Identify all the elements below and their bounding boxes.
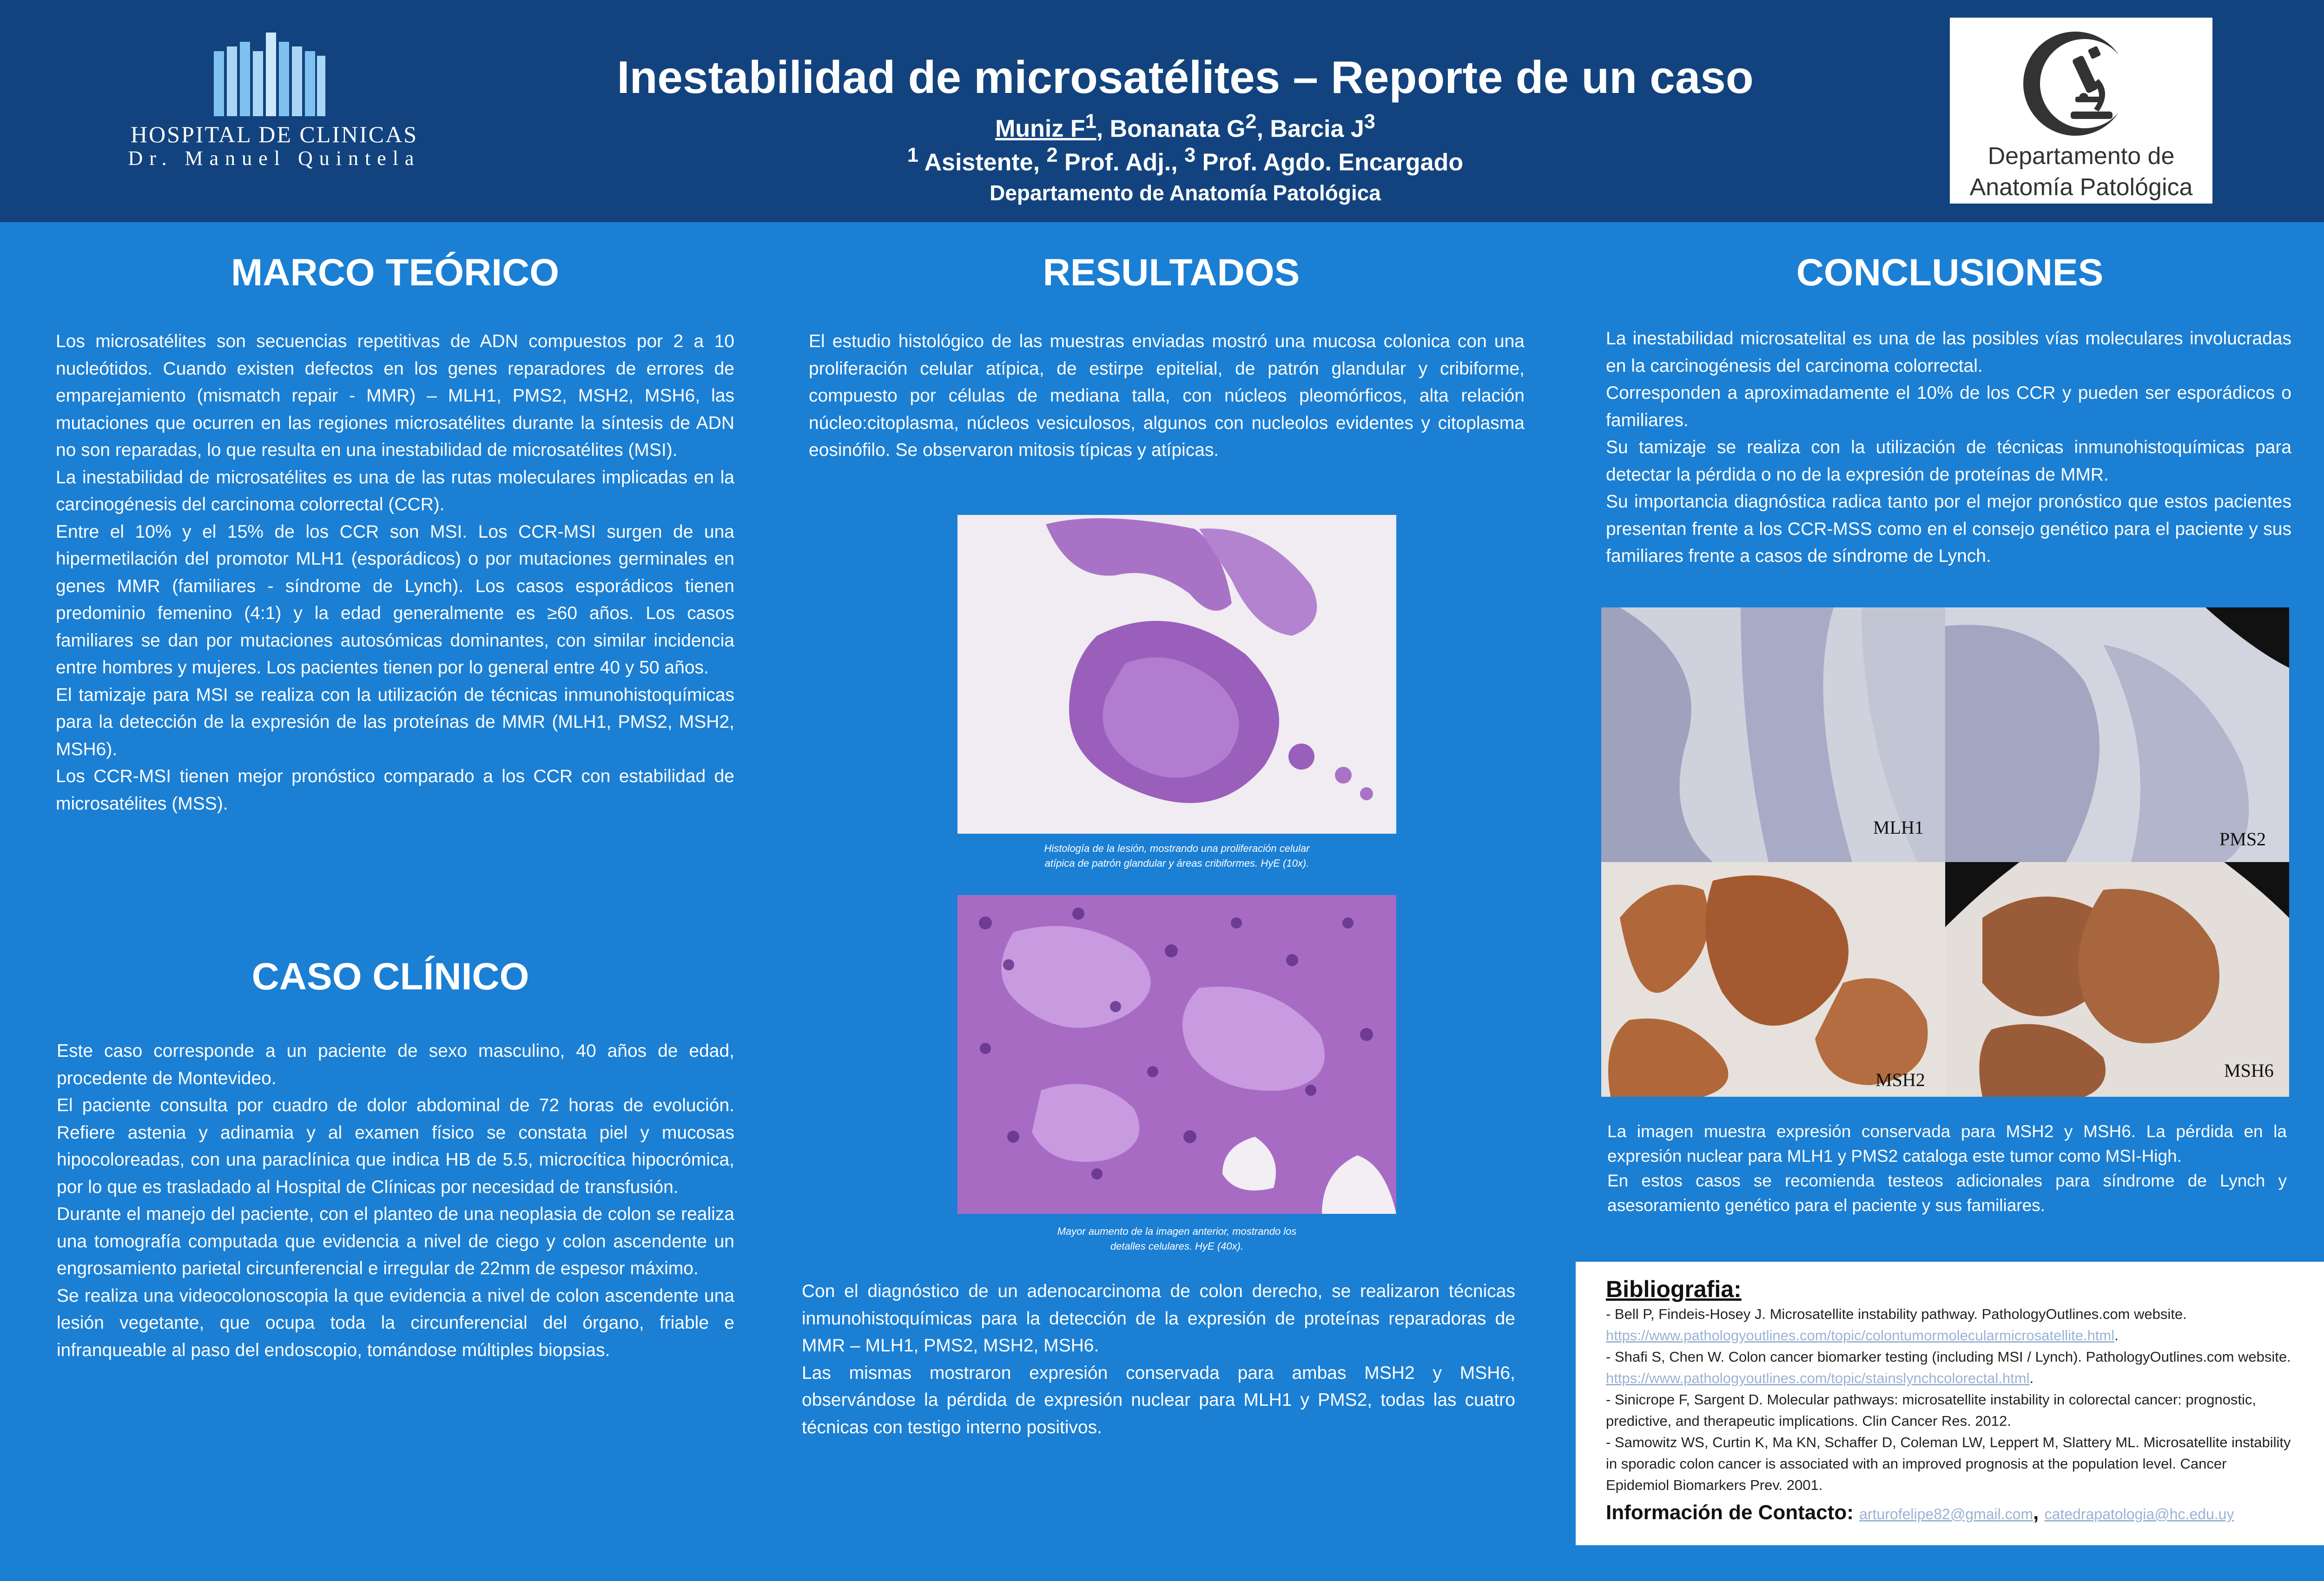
reference-link[interactable]: https://www.pathologyoutlines.com/topic/colontumormolecularmicrosatellite.html xyxy=(1606,1327,2115,1344)
role-1: Asistente, xyxy=(918,149,1047,176)
first-author-sup: 1 xyxy=(1085,111,1096,133)
contact-info xyxy=(1606,1501,2303,1524)
marco-teorico-text xyxy=(56,328,734,817)
resultados-text-1 xyxy=(809,328,1525,464)
role-sup-2: 2 xyxy=(1046,144,1058,166)
dept-logo-line2: Anatomía Patológica xyxy=(1969,174,2193,201)
first-author-name: Muniz F xyxy=(995,115,1085,143)
histology-image-40x xyxy=(957,895,1396,1214)
caption-line: Histología de la lesión, mostrando una proliferación celular xyxy=(1044,843,1310,854)
conclusiones-paragraph: Corresponden a aproximadamente el 10% de los CCR y pueden ser esporádicos o familiares. xyxy=(1606,383,2291,430)
ihc-label-msh6: MSH6 xyxy=(2224,1060,2274,1081)
second-author-sup: 2 xyxy=(1245,111,1257,133)
histology-caption-2 xyxy=(957,1224,1396,1254)
dept-logo-line1: Departamento de xyxy=(1987,143,2175,170)
ihc-label-pms2: PMS2 xyxy=(2219,829,2266,850)
department-name: Departamento de Anatomía Patológica xyxy=(990,181,1381,205)
conclusiones-paragraph: En estos casos se recomienda testeos adicionales para síndrome de Lynch y asesoramiento genético para el paciente y sus familiares. xyxy=(1607,1171,2287,1215)
conclusiones-paragraph: La imagen muestra expresión conservada para MSH2 y MSH6. La pérdida en la expresión nuclear para MLH1 y PMS2 cataloga este tumor como MSI-High. xyxy=(1607,1122,2287,1166)
ihc-image-mlh1 xyxy=(1601,607,1945,862)
caso-paragraph: Este caso corresponde a un paciente de sexo masculino, 40 años de edad, procedente de Montevideo. xyxy=(57,1041,734,1088)
marco-paragraph: El tamizaje para MSI se realiza con la utilización de técnicas inmunohistoquímicas para la detección de la expresión de las proteínas de MMR (MLH1, PMS2, MSH2, MSH6). xyxy=(56,685,734,759)
hospital-building-icon xyxy=(214,33,325,116)
third-author: , Barcia J xyxy=(1256,115,1364,143)
reference-end: . xyxy=(2114,1327,2119,1344)
contact-email-2[interactable]: catedrapatologia@hc.edu.uy xyxy=(2044,1506,2234,1522)
authors xyxy=(465,111,1906,143)
bibliography-item xyxy=(1606,1304,2294,1346)
conclusiones-paragraph: Su importancia diagnóstica radica tanto por el mejor pronóstico que estos pacientes presentan frente a los CCR-MSS como en el consejo genético para el paciente y sus familiares frente a casos de síndrome de Lynch. xyxy=(1606,492,2291,566)
resultados-paragraph: El estudio histológico de las muestras enviadas mostró una mucosa colonica con una proliferación celular atípica, de estirpe epitelial, de patrón glandular y cribiforme, compuesto por células de mediana talla, con núcleos pleomórficos, alta relación núcleo:citoplasma, núcleos vesiculosos, algunos con nucleolos evidentes y citoplasma eosinófilo. Se observaron mitosis típicas y atípicas. xyxy=(809,331,1525,460)
ihc-image-msh6 xyxy=(1945,862,2289,1097)
bibliography-item: - Sinicrope F, Sargent D. Molecular pathways: microsatellite instability in colorectal cancer: prognostic, predictive, and therapeutic implications. Clin Cancer Res. 2012. xyxy=(1606,1391,2257,1429)
resultados-title: RESULTADOS xyxy=(1043,251,1300,294)
ihc-image-pms2 xyxy=(1945,607,2289,862)
header-band xyxy=(0,0,2324,222)
caption-line: Mayor aumento de la imagen anterior, mostrando los xyxy=(1057,1225,1297,1237)
marco-paragraph: La inestabilidad de microsatélites es una de las rutas moleculares implicadas en la carcinogénesis del carcinoma colorrectal (CCR). xyxy=(56,467,734,514)
third-author-sup: 3 xyxy=(1364,111,1375,133)
marco-paragraph: Entre el 10% y el 15% de los CCR son MSI. Los CCR-MSI surgen de una hipermetilación del promotor MLH1 (esporádicos) o por mutaciones germinales en genes MMR (familiares - síndrome de Lynch). Los casos esporádicos tienen predominio femenino (4:1) y la edad generalmente es ≥60 años. Los casos familiares se dan por mutaciones autosómicas dominantes, con similar incidencia entre hombres y mujeres. Los pacientes tienen por lo general entre 40 y 50 años. xyxy=(56,521,734,678)
role-sup-3: 3 xyxy=(1184,144,1196,166)
poster-title: Inestabilidad de microsatélites – Reporte de un caso xyxy=(617,52,1754,103)
reference-link[interactable]: https://www.pathologyoutlines.com/topic/stainslynchcolorectal.html xyxy=(1606,1370,2030,1386)
conclusiones-paragraph: La inestabilidad microsatelital es una de las posibles vías moleculares involucradas en la carcinogénesis del carcinoma colorrectal. xyxy=(1606,329,2291,376)
resultados-paragraph: Con el diagnóstico de un adenocarcinoma de colon derecho, se realizaron técnicas inmunohistoquímicas para la detección de la expresión de proteínas reparadoras de MMR – MLH1, PMS2, MSH2, MSH6. xyxy=(802,1281,1515,1356)
role-2: Prof. Adj., xyxy=(1057,149,1185,176)
role-3: Prof. Agdo. Encargado xyxy=(1195,149,1464,176)
bibliography-item xyxy=(1606,1346,2294,1389)
bibliography-list xyxy=(1606,1304,2294,1496)
reference-end: . xyxy=(2029,1370,2034,1386)
ihc-label-msh2: MSH2 xyxy=(1875,1069,1925,1090)
caption-line: detalles celulares. HyE (40x). xyxy=(1110,1240,1244,1252)
caso-clinico-text xyxy=(57,1038,734,1364)
histology-image-10x xyxy=(957,515,1396,834)
contact-email-1[interactable]: arturofelipe82@gmail.com xyxy=(1859,1506,2034,1522)
marco-paragraph: Los microsatélites son secuencias repetitivas de ADN compuestos por 2 a 10 nucleótidos. Cuando existen defectos en los genes reparadores de errores de emparejamiento (mismatch repair - MMR) – MLH1, PMS2, MSH2, MSH6, las mutaciones que ocurren en las regiones microsatélites durante la síntesis de ADN no son reparadas, lo que resulta en una inestabilidad de microsatélites (MSI). xyxy=(56,331,734,460)
conclusiones-paragraph: Su tamizaje se realiza con la utilización de técnicas inmunohistoquímicas para detectar la pérdida o no de la expresión de proteínas de MMR. xyxy=(1606,437,2291,485)
histology-caption-1 xyxy=(957,841,1396,871)
contact-label: Información de Contacto: xyxy=(1606,1501,1860,1524)
histology-10x-drawing xyxy=(957,515,1396,834)
marco-paragraph: Los CCR-MSI tienen mejor pronóstico comparado a los CCR con estabilidad de microsatélites (MSS). xyxy=(56,766,734,814)
bibliography-title: Bibliografia: xyxy=(1606,1276,1742,1302)
microscope-icon xyxy=(2020,28,2131,139)
caso-paragraph: Durante el manejo del paciente, con el planteo de una neoplasia de colon se realiza una tomografía computada que evidencia a nivel de ciego y colon ascendente un engrosamiento parietal circunferencial e irregular de 22mm de espesor máximo. xyxy=(57,1204,734,1278)
histology-40x-drawing xyxy=(957,895,1396,1214)
reference-text: - Bell P, Findeis-Hosey J. Microsatellite instability pathway. PathologyOutlines.com website. xyxy=(1606,1306,2187,1322)
resultados-paragraph: Las mismas mostraron expresión conservada para ambas MSH2 y MSH6, observándose la pérdida de expresión nuclear para MLH1 y PMS2, todas las cuatro técnicas con testigo interno positivos. xyxy=(802,1363,1515,1437)
conclusiones-text-2 xyxy=(1607,1119,2287,1218)
marco-teorico-title: MARCO TEÓRICO xyxy=(231,251,560,294)
hospital-name: HOSPITAL DE CLINICAS xyxy=(130,121,418,147)
department-logo xyxy=(1950,18,2212,204)
caso-paragraph: El paciente consulta por cuadro de dolor abdominal de 72 horas de evolución. Refiere astenia y adinamia y al examen físico se constata piel y mucosas hipocoloreadas, con una paraclínica que indica HB de 5.5, microcítica hipocrómica, por lo que es trasladado al Hospital de Clínicas por necesidad de transfusión. xyxy=(57,1095,734,1197)
reference-text: - Shafi S, Chen W. Colon cancer biomarker testing (including MSI / Lynch). PathologyOutlines.com website. xyxy=(1606,1349,2291,1365)
caso-paragraph: Se realiza una videocolonoscopia la que evidencia a nivel de colon ascendente una lesión vegetante, que ocupa toda la circunferencial del órgano, friable e infranqueable al paso del endoscopio, tomándose múltiples biopsias. xyxy=(57,1285,734,1360)
bibliography-box xyxy=(1576,1262,2324,1545)
resultados-text-2 xyxy=(802,1278,1515,1441)
ihc-label-mlh1: MLH1 xyxy=(1873,817,1924,838)
role-sup-1: 1 xyxy=(907,144,918,166)
ihc-msh2-drawing xyxy=(1601,862,1945,1097)
second-author: , Bonanata G xyxy=(1096,115,1246,143)
hospital-logo xyxy=(116,33,432,172)
conclusiones-title: CONCLUSIONES xyxy=(1796,251,2104,294)
conclusiones-text-1 xyxy=(1606,325,2291,570)
ihc-image-msh2 xyxy=(1601,862,1945,1097)
caption-line: atípica de patrón glandular y áreas cribiformes. HyE (10x). xyxy=(1044,857,1309,869)
bibliography-item: - Samowitz WS, Curtin K, Ma KN, Schaffer D, Coleman LW, Leppert M, Slattery ML. Microsatellite instability in sporadic colon cancer is associated with an improved prognosis at the population level. Cancer Epidemiol Biomarkers Prev. 2001. xyxy=(1606,1434,2291,1493)
contact-separator: , xyxy=(2033,1501,2045,1524)
ihc-pms2-drawing xyxy=(1945,607,2289,862)
first-author xyxy=(995,111,1096,143)
hospital-subname: Dr. Manuel Quintela xyxy=(128,147,421,170)
caso-clinico-title: CASO CLÍNICO xyxy=(251,955,529,998)
author-roles xyxy=(465,144,1906,176)
